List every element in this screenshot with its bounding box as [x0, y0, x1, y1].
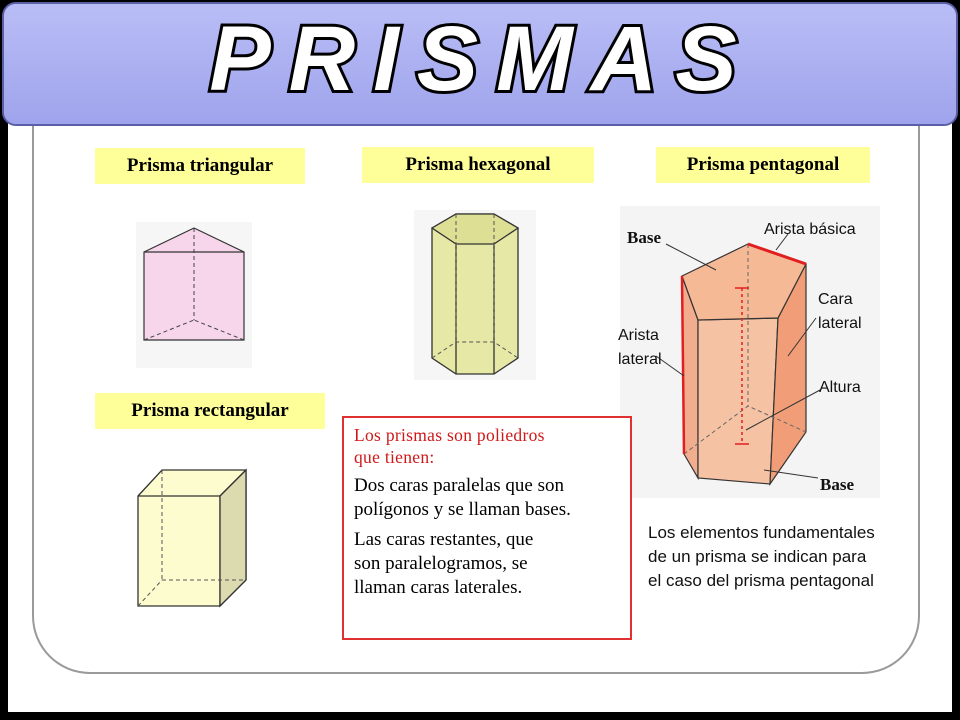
definition-lateral-line-3: llaman caras laterales. [354, 577, 523, 598]
caption-line-1: Los elementos fundamentales [648, 523, 875, 542]
pent-label-altura: Altura [819, 379, 861, 396]
definition-box [342, 416, 632, 640]
definition-intro-line-1: Los prismas son poliedros [354, 425, 545, 445]
definition-lateral-line-2: son paralelogramos, se [354, 553, 528, 574]
definition-bases-line-2: polígonos y se llaman bases. [354, 499, 571, 520]
pent-label-arista-lateral-1: Arista [618, 327, 659, 344]
label-pentagonal [656, 147, 870, 183]
pent-label-arista-basica: Arista básica [764, 221, 856, 238]
pent-label-arista-lateral-2: lateral [618, 351, 662, 368]
definition-bases [354, 474, 620, 522]
pent-label-cara-1: Cara [818, 291, 853, 308]
title-graphic [4, 4, 958, 126]
pent-label-base-bottom: Base [820, 475, 854, 494]
label-rectangular-text: Prisma rectangular [131, 400, 289, 421]
pent-label-base-top: Base [627, 228, 661, 247]
label-hexagonal-text: Prisma hexagonal [405, 154, 551, 175]
label-rectangular [95, 393, 325, 429]
pent-label-cara-2: lateral [818, 315, 862, 332]
definition-intro-line-2: que tienen: [354, 447, 435, 467]
caption-line-2: de un prisma se indican para [648, 547, 867, 566]
triangular-prism [136, 222, 252, 368]
definition-lateral [354, 528, 620, 600]
caption-line-3: el caso del prisma pentagonal [648, 571, 874, 590]
label-hexagonal [362, 147, 594, 183]
title-banner [2, 2, 958, 126]
label-triangular [95, 148, 305, 184]
label-triangular-text: Prisma triangular [126, 155, 274, 176]
definition-intro [354, 424, 620, 468]
rectangular-prism [134, 464, 252, 610]
pentagonal-caption [648, 521, 918, 593]
definition-lateral-line-1: Las caras restantes, que [354, 529, 534, 550]
hexagonal-prism [414, 210, 536, 380]
label-pentagonal-text: Prisma pentagonal [686, 154, 840, 175]
definition-bases-line-1: Dos caras paralelas que son [354, 475, 564, 496]
page-title: PRISMAS [209, 8, 755, 110]
